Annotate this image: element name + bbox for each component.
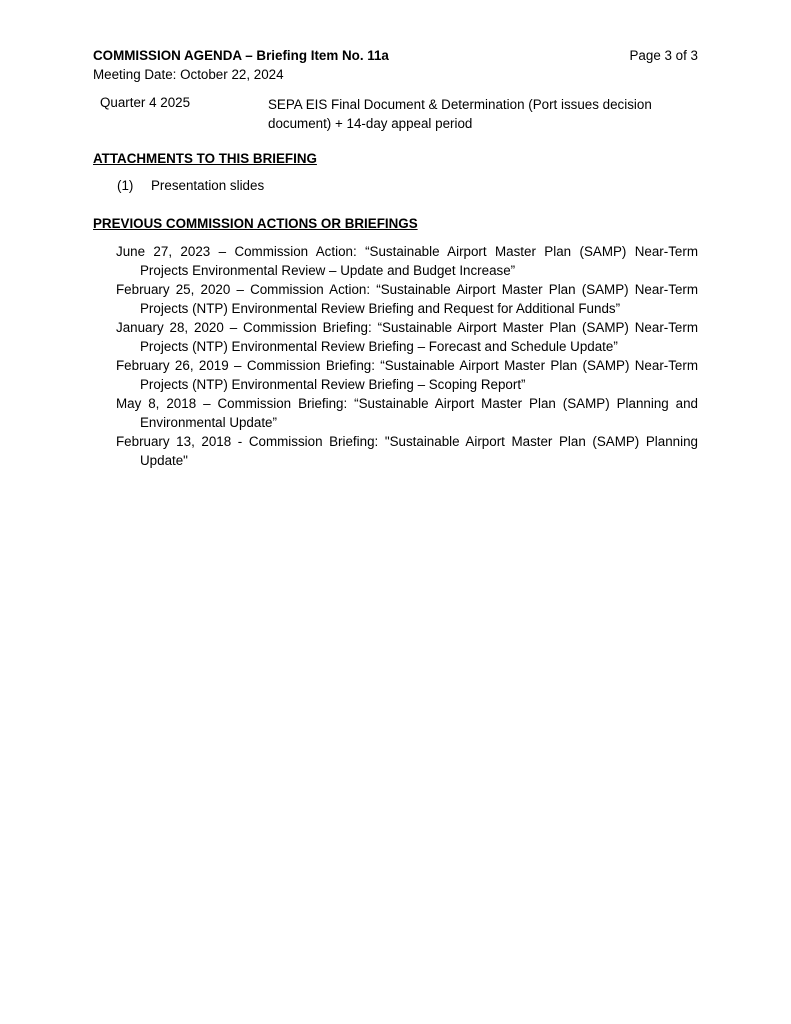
list-item: February 25, 2020 – Commission Action: “Sustainable Airport Master Plan (SAMP) Near-Term Projects (NTP) Environmental Review Briefing and Request for Additional Funds” — [116, 282, 698, 316]
list-item: February 26, 2019 – Commission Briefing: “Sustainable Airport Master Plan (SAMP) Near-Term Projects (NTP) Environmental Review Briefing – Scoping Report” — [116, 358, 698, 392]
list-item: February 13, 2018 - Commission Briefing: "Sustainable Airport Master Plan (SAMP) Planning Update" — [116, 434, 698, 468]
attachments-heading: ATTACHMENTS TO THIS BRIEFING — [93, 151, 317, 166]
list-item: January 28, 2020 – Commission Briefing: “Sustainable Airport Master Plan (SAMP) Near-Term Projects (NTP) Environmental Review Briefing – Forecast and Schedule Update” — [116, 320, 698, 354]
list-item: May 8, 2018 – Commission Briefing: “Sustainable Airport Master Plan (SAMP) Planning and Environmental Update” — [116, 396, 698, 430]
previous-actions-heading: PREVIOUS COMMISSION ACTIONS OR BRIEFINGS — [93, 216, 418, 231]
list-item: June 27, 2023 – Commission Action: “Sustainable Airport Master Plan (SAMP) Near-Term Projects Environmental Review – Update and Budget Increase” — [116, 244, 698, 278]
page-number: Page 3 of 3 — [629, 48, 698, 63]
previous-actions-list — [116, 242, 698, 470]
meeting-date: Meeting Date: October 22, 2024 — [93, 67, 284, 82]
page-header — [93, 48, 698, 66]
schedule-quarter: Quarter 4 2025 — [100, 95, 191, 110]
attachment-number: (1) — [117, 178, 134, 193]
schedule-description: SEPA EIS Final Document & Determination (Port issues decision document) + 14-day appeal period — [268, 97, 652, 131]
attachment-item — [117, 178, 264, 193]
attachment-text: Presentation slides — [151, 178, 265, 193]
agenda-title: COMMISSION AGENDA – Briefing Item No. 11a — [93, 48, 389, 63]
